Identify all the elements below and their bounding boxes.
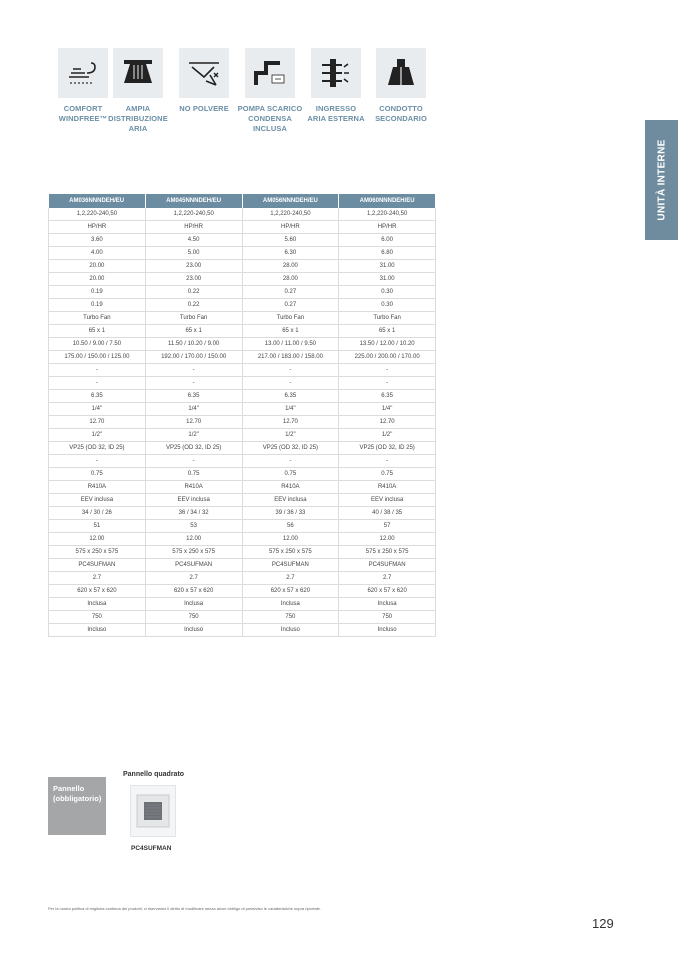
table-cell: HP/HR xyxy=(242,221,339,234)
table-row xyxy=(49,429,436,442)
table-cell: 12.70 xyxy=(145,416,242,429)
windfree-icon xyxy=(58,48,108,98)
table-cell: Incluso xyxy=(242,624,339,637)
table-cell: 1,2,220-240,50 xyxy=(242,208,339,221)
feature-air-distribution xyxy=(103,48,173,134)
fresh-air-intake-icon xyxy=(311,48,361,98)
table-cell: 20.00 xyxy=(49,260,146,273)
table-cell: VP25 (OD 32, ID 25) xyxy=(339,442,436,455)
table-cell: Incluso xyxy=(49,624,146,637)
feature-label: CONDOTTO SECONDARIO xyxy=(375,104,427,123)
table-cell: 12.00 xyxy=(242,533,339,546)
table-cell: HP/HR xyxy=(339,221,436,234)
table-cell: 6.80 xyxy=(339,247,436,260)
table-cell: 0.27 xyxy=(242,286,339,299)
table-cell: 1/4" xyxy=(339,403,436,416)
table-row xyxy=(49,481,436,494)
table-cell: 0.30 xyxy=(339,286,436,299)
table-cell: 6.35 xyxy=(145,390,242,403)
table-cell: 40 / 38 / 35 xyxy=(339,507,436,520)
table-cell: - xyxy=(145,455,242,468)
table-cell: 12.70 xyxy=(339,416,436,429)
table-cell: 175.00 / 150.00 / 125.00 xyxy=(49,351,146,364)
table-cell: R410A xyxy=(49,481,146,494)
table-row xyxy=(49,455,436,468)
table-cell: Incluso xyxy=(339,624,436,637)
table-cell: 192.00 / 170.00 / 150.00 xyxy=(145,351,242,364)
table-cell: EEV inclusa xyxy=(242,494,339,507)
table-cell: Turbo Fan xyxy=(339,312,436,325)
table-cell: 1/4" xyxy=(49,403,146,416)
table-cell: 13.50 / 12.00 / 10.20 xyxy=(339,338,436,351)
secondary-duct-icon xyxy=(376,48,426,98)
panel-required-label: Pannello (obbligatorio) xyxy=(48,777,106,835)
table-cell: Turbo Fan xyxy=(49,312,146,325)
table-cell: 6.00 xyxy=(339,234,436,247)
table-cell: 5.00 xyxy=(145,247,242,260)
table-cell: 65 x 1 xyxy=(242,325,339,338)
table-cell: 1/4" xyxy=(242,403,339,416)
table-cell: - xyxy=(242,377,339,390)
table-cell: R410A xyxy=(242,481,339,494)
table-cell: 65 x 1 xyxy=(339,325,436,338)
table-cell: EEV inclusa xyxy=(339,494,436,507)
panel-image xyxy=(130,785,176,837)
feature-drain-pump xyxy=(235,48,305,134)
table-cell: 620 x 57 x 620 xyxy=(242,585,339,598)
table-cell: - xyxy=(49,364,146,377)
table-cell: 4.50 xyxy=(145,234,242,247)
table-cell: 2.7 xyxy=(145,572,242,585)
table-cell: 2.7 xyxy=(339,572,436,585)
table-cell: 750 xyxy=(145,611,242,624)
table-cell: 750 xyxy=(49,611,146,624)
table-cell: 1/2" xyxy=(145,429,242,442)
table-cell: Inclusa xyxy=(339,598,436,611)
table-cell: VP25 (OD 32, ID 25) xyxy=(49,442,146,455)
table-cell: 217.00 / 183.00 / 158.00 xyxy=(242,351,339,364)
table-cell: 0.75 xyxy=(49,468,146,481)
table-cell: 6.35 xyxy=(49,390,146,403)
table-row xyxy=(49,585,436,598)
table-cell: 2.7 xyxy=(49,572,146,585)
table-row xyxy=(49,468,436,481)
table-cell: 750 xyxy=(242,611,339,624)
panel-code: PC4SUFMAN xyxy=(131,845,172,852)
table-cell: 56 xyxy=(242,520,339,533)
table-cell: - xyxy=(49,455,146,468)
table-cell: 51 xyxy=(49,520,146,533)
table-cell: Inclusa xyxy=(242,598,339,611)
feature-label: AMPIA DISTRIBUZIONE ARIA xyxy=(108,104,168,133)
table-row xyxy=(49,390,436,403)
table-cell: 34 / 30 / 26 xyxy=(49,507,146,520)
table-cell: - xyxy=(242,455,339,468)
table-row xyxy=(49,351,436,364)
table-row xyxy=(49,624,436,637)
table-body xyxy=(49,208,436,637)
table-row xyxy=(49,208,436,221)
table-cell: 575 x 250 x 575 xyxy=(242,546,339,559)
table-row xyxy=(49,299,436,312)
column-header: AM056NNNDEH/EU xyxy=(242,194,339,208)
table-cell: 12.00 xyxy=(339,533,436,546)
table-cell: - xyxy=(145,377,242,390)
feature-label: POMPA SCARICO CONDENSA INCLUSA xyxy=(237,104,303,133)
table-row xyxy=(49,260,436,273)
table-row xyxy=(49,221,436,234)
table-cell: 28.00 xyxy=(242,260,339,273)
table-cell: 575 x 250 x 575 xyxy=(339,546,436,559)
table-cell: 0.22 xyxy=(145,299,242,312)
table-cell: 31.00 xyxy=(339,273,436,286)
table-row xyxy=(49,611,436,624)
table-cell: PC4SUFMAN xyxy=(339,559,436,572)
table-cell: R410A xyxy=(339,481,436,494)
table-cell: 12.70 xyxy=(49,416,146,429)
table-cell: 575 x 250 x 575 xyxy=(49,546,146,559)
feature-secondary-duct xyxy=(366,48,436,124)
table-cell: 6.35 xyxy=(339,390,436,403)
table-cell: 20.00 xyxy=(49,273,146,286)
table-row xyxy=(49,507,436,520)
table-row xyxy=(49,442,436,455)
table-cell: - xyxy=(339,364,436,377)
table-cell: 1,2,220-240,50 xyxy=(339,208,436,221)
table-cell: 65 x 1 xyxy=(49,325,146,338)
table-cell: 12.00 xyxy=(145,533,242,546)
table-cell: R410A xyxy=(145,481,242,494)
table-row xyxy=(49,403,436,416)
table-cell: HP/HR xyxy=(145,221,242,234)
feature-label: INGRESSO ARIA ESTERNA xyxy=(307,104,365,123)
table-cell: 12.00 xyxy=(49,533,146,546)
drain-pump-icon xyxy=(245,48,295,98)
table-cell: Turbo Fan xyxy=(242,312,339,325)
table-cell: 620 x 57 x 620 xyxy=(145,585,242,598)
wide-air-distribution-icon xyxy=(113,48,163,98)
table-row xyxy=(49,416,436,429)
table-cell: EEV inclusa xyxy=(49,494,146,507)
table-cell: 0.30 xyxy=(339,299,436,312)
table-cell: 23.00 xyxy=(145,273,242,286)
table-cell: 12.70 xyxy=(242,416,339,429)
table-row xyxy=(49,273,436,286)
table-row xyxy=(49,234,436,247)
table-row xyxy=(49,377,436,390)
feature-icons-row xyxy=(48,48,448,148)
table-row xyxy=(49,520,436,533)
table-cell: 0.27 xyxy=(242,299,339,312)
square-panel-icon xyxy=(135,793,171,829)
table-cell: VP25 (OD 32, ID 25) xyxy=(242,442,339,455)
table-cell: - xyxy=(339,377,436,390)
feature-label: COMFORT WINDFREE™ xyxy=(58,104,108,123)
table-cell: 1/2" xyxy=(49,429,146,442)
feature-no-dust xyxy=(169,48,239,114)
table-cell: PC4SUFMAN xyxy=(49,559,146,572)
table-cell: - xyxy=(49,377,146,390)
feature-label: NO POLVERE xyxy=(179,104,229,113)
table-header-row xyxy=(49,194,436,208)
table-cell: 23.00 xyxy=(145,260,242,273)
table-row xyxy=(49,286,436,299)
column-header: AM045NNNDEH/EU xyxy=(145,194,242,208)
table-cell: 13.00 / 11.00 / 9.50 xyxy=(242,338,339,351)
table-cell: 28.00 xyxy=(242,273,339,286)
table-cell: 11.50 / 10.20 / 9.00 xyxy=(145,338,242,351)
footnote: Per la nostra politica di miglioria continua dei prodotti, ci riserviamo il diritto di modificare senza alcun obbligo di preavviso le caratteristiche sopra riportate. xyxy=(48,906,322,911)
table-cell: 1/2" xyxy=(242,429,339,442)
table-cell: 1,2,220-240,50 xyxy=(49,208,146,221)
table-cell: 6.30 xyxy=(242,247,339,260)
table-cell: 1/4" xyxy=(145,403,242,416)
table-cell: 53 xyxy=(145,520,242,533)
table-cell: 0.75 xyxy=(145,468,242,481)
table-cell: 65 x 1 xyxy=(145,325,242,338)
table-cell: HP/HR xyxy=(49,221,146,234)
table-row xyxy=(49,494,436,507)
table-cell: 4.00 xyxy=(49,247,146,260)
specifications-table xyxy=(48,194,436,637)
table-cell: EEV inclusa xyxy=(145,494,242,507)
table-row xyxy=(49,247,436,260)
no-dust-icon xyxy=(179,48,229,98)
table-cell: 0.19 xyxy=(49,286,146,299)
table-row xyxy=(49,546,436,559)
table-cell: Inclusa xyxy=(145,598,242,611)
table-row xyxy=(49,572,436,585)
table-cell: 620 x 57 x 620 xyxy=(339,585,436,598)
table-cell: 5.60 xyxy=(242,234,339,247)
table-cell: 0.19 xyxy=(49,299,146,312)
table-cell: - xyxy=(145,364,242,377)
table-cell: PC4SUFMAN xyxy=(242,559,339,572)
column-header: AM060NNNDEH/EU xyxy=(339,194,436,208)
table-cell: 0.75 xyxy=(242,468,339,481)
table-cell: 3.60 xyxy=(49,234,146,247)
table-cell: 31.00 xyxy=(339,260,436,273)
table-cell: 0.75 xyxy=(339,468,436,481)
table-cell: Inclusa xyxy=(49,598,146,611)
table-cell: 36 / 34 / 32 xyxy=(145,507,242,520)
section-side-tab-label: UNITÀ INTERNE xyxy=(656,139,667,221)
table-cell: 1,2,220-240,50 xyxy=(145,208,242,221)
table-cell: 57 xyxy=(339,520,436,533)
table-cell: 620 x 57 x 620 xyxy=(49,585,146,598)
table-cell: - xyxy=(242,364,339,377)
column-header: AM036NNNDEH/EU xyxy=(49,194,146,208)
table-cell: 575 x 250 x 575 xyxy=(145,546,242,559)
table-cell: 6.35 xyxy=(242,390,339,403)
table-row xyxy=(49,533,436,546)
table-row xyxy=(49,598,436,611)
table-cell: 0.22 xyxy=(145,286,242,299)
table-cell: 10.50 / 9.00 / 7.50 xyxy=(49,338,146,351)
feature-fresh-air xyxy=(301,48,371,124)
table-row xyxy=(49,338,436,351)
table-row xyxy=(49,312,436,325)
table-row xyxy=(49,325,436,338)
table-cell: Turbo Fan xyxy=(145,312,242,325)
table-row xyxy=(49,364,436,377)
table-cell: PC4SUFMAN xyxy=(145,559,242,572)
table-cell: - xyxy=(339,455,436,468)
table-cell: 39 / 36 / 33 xyxy=(242,507,339,520)
table-cell: 750 xyxy=(339,611,436,624)
page-number: 129 xyxy=(592,916,614,931)
table-row xyxy=(49,559,436,572)
table-cell: 2.7 xyxy=(242,572,339,585)
table-cell: VP25 (OD 32, ID 25) xyxy=(145,442,242,455)
table-cell: 1/2" xyxy=(339,429,436,442)
table-cell: 225.00 / 200.00 / 170.00 xyxy=(339,351,436,364)
section-side-tab xyxy=(645,120,678,240)
table-cell: Incluso xyxy=(145,624,242,637)
panel-title: Pannello quadrato xyxy=(123,771,185,778)
